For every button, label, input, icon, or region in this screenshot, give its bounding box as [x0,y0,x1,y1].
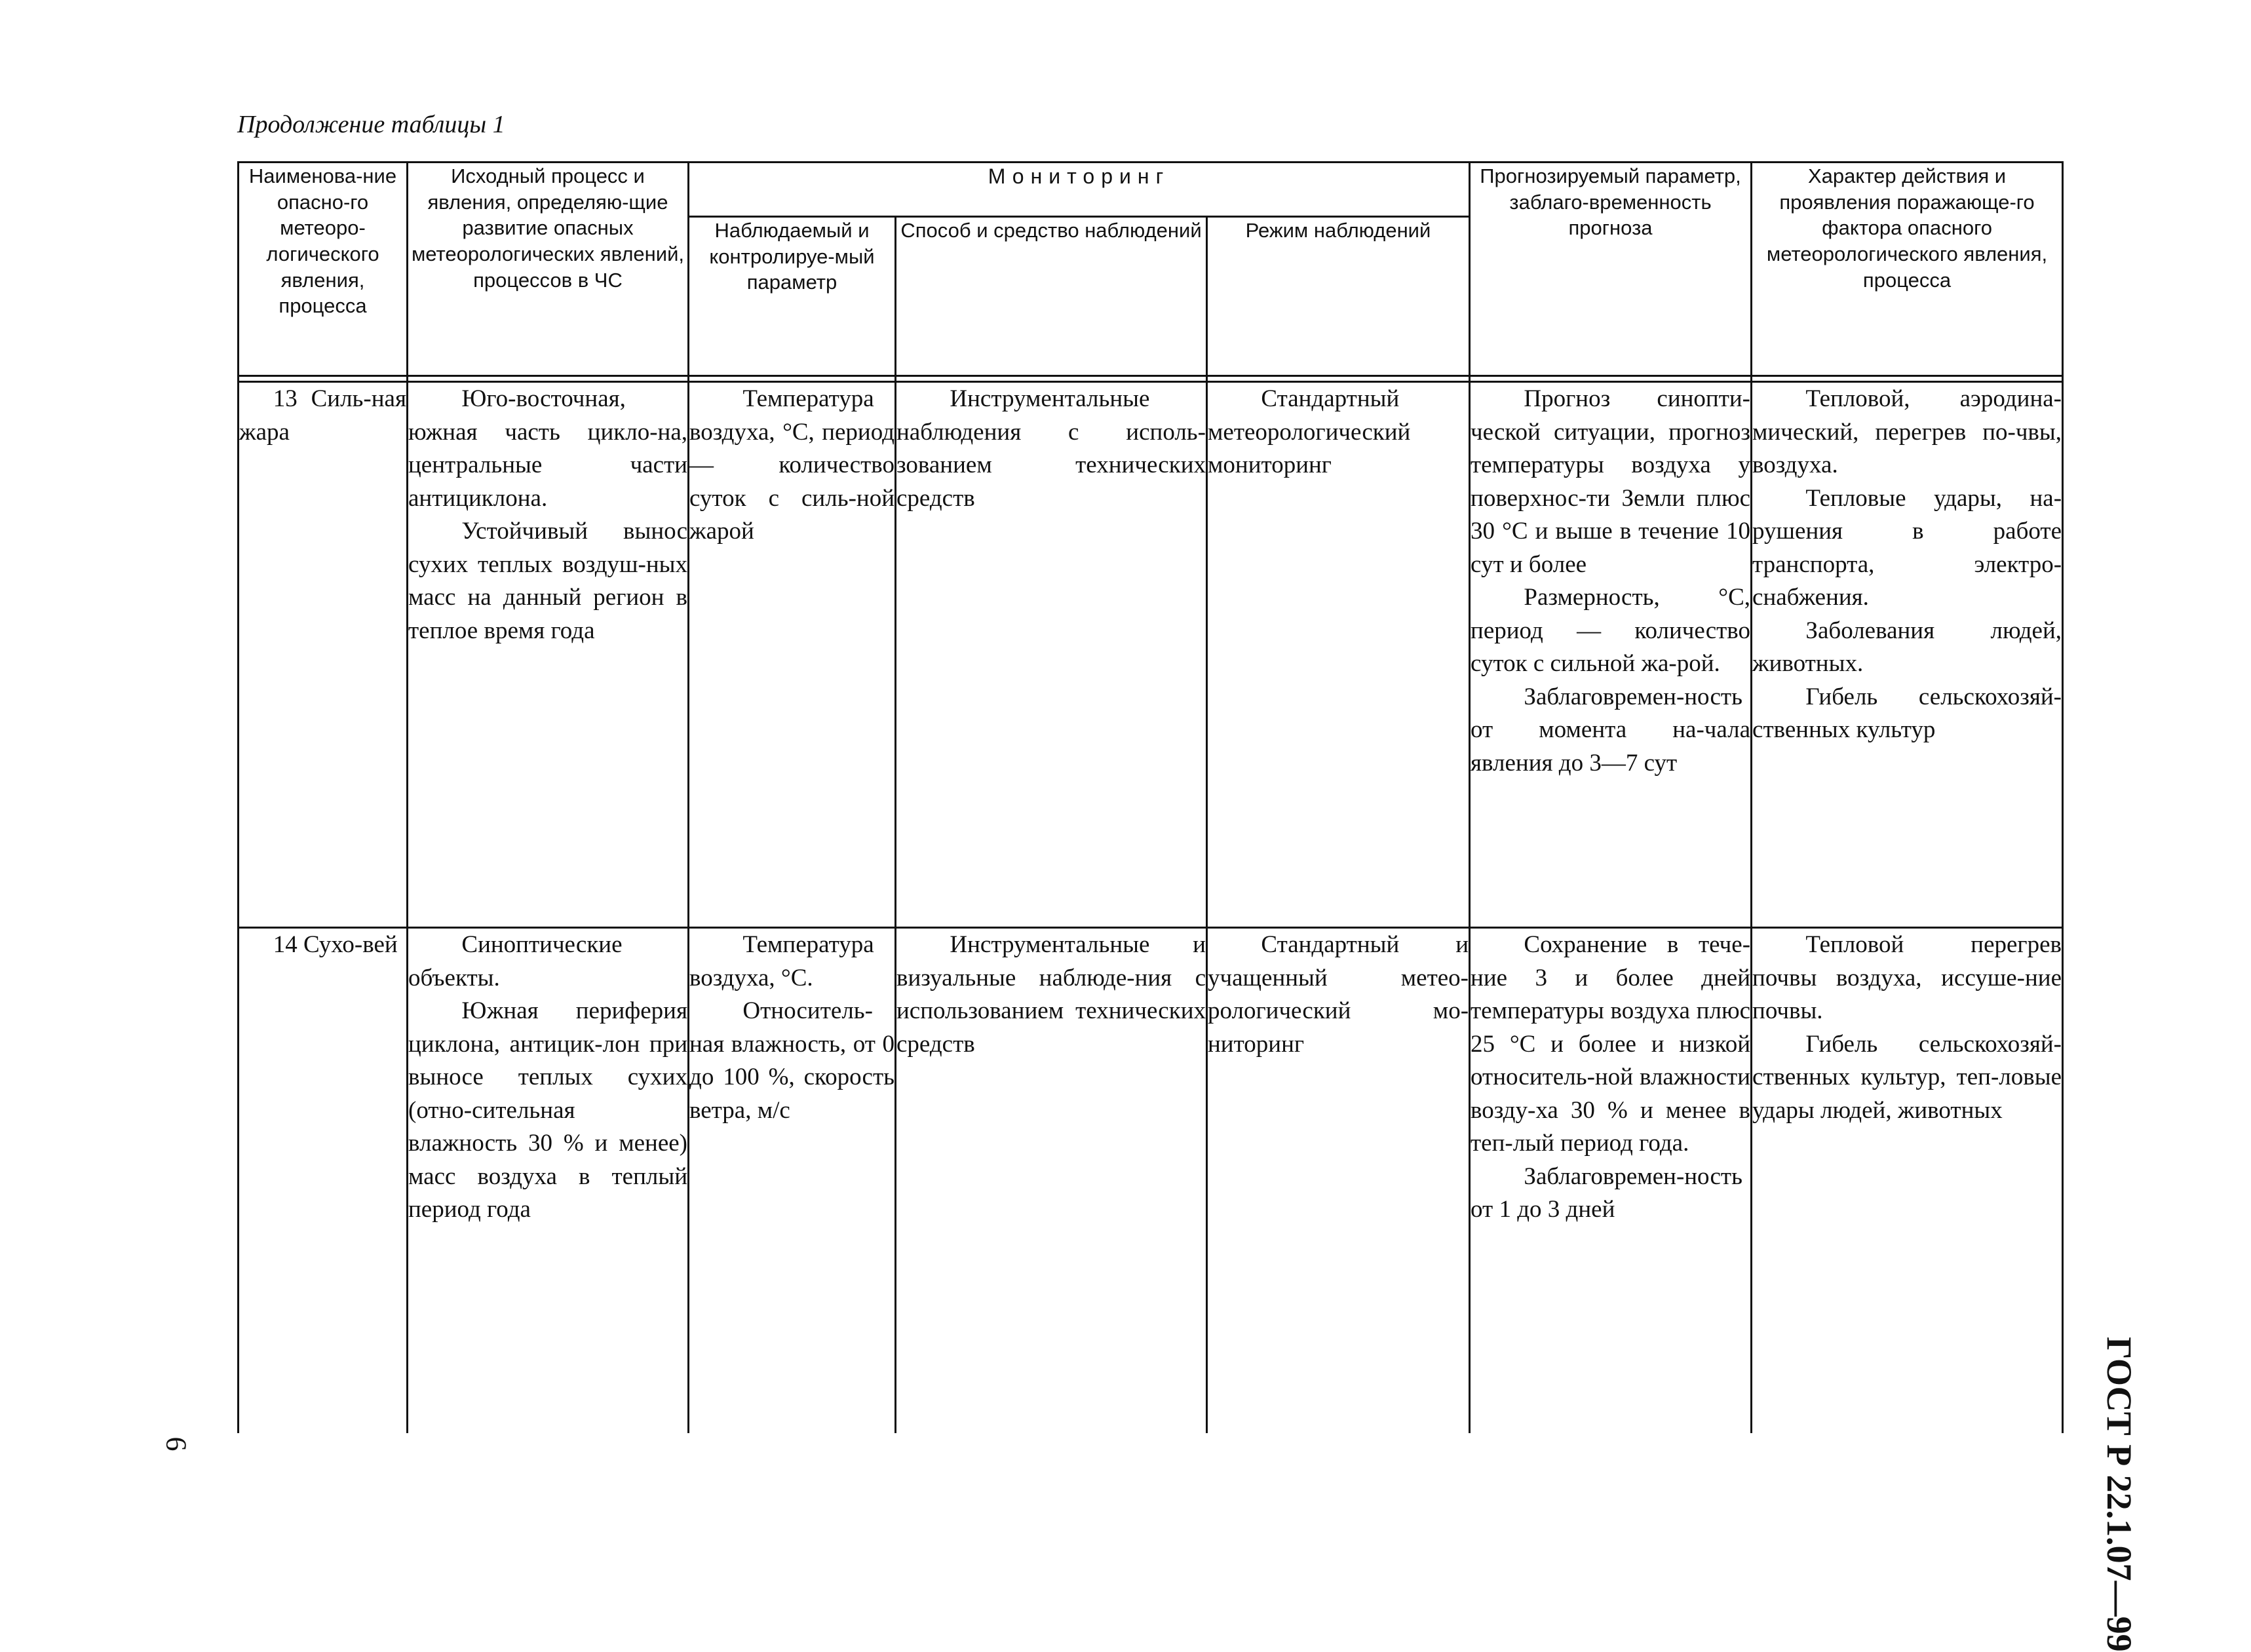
header-monitoring: Мониторинг [689,163,1470,217]
cell-forecast: Сохранение в тече-ние 3 и более дней температуры воздуха плюс 25 °С и более и низкой относитель-ной влажности возду-ха 30 % и менее в теп-лый период года. Заблаговремен-ность от 1 до 3 дней [1470,928,1752,1434]
table-row [239,382,2063,928]
cell-name: 13 Силь-ная жара [239,382,408,928]
header-effect: Характер действия и проявления поражающе-го фактора опасного метеорологического явления, процесса [1752,163,2063,376]
cell-parameter: Температура воздуха, °С, период — количество суток с силь-ной жарой [689,382,896,928]
cell-source: Юго-восточная, южная часть цикло-на, центральные части антициклона. Устойчивый вынос сухих теплых воздуш-ных масс на данный регион в теплое время года [408,382,689,928]
table-row [239,928,2063,1434]
standard-designation: ГОСТ Р 22.1.07—99 [2100,1337,2139,1652]
cell-method: Инструментальные и визуальные наблюде-ния с использованием технических средств [896,928,1207,1434]
page-number: 6 [160,1436,193,1451]
monitoring-table [237,161,2064,1433]
cell-effect: Тепловой перегрев почвы воздуха, иссуше-ние почвы. Гибель сельскохозяй-ственных культур, теп-ловые удары людей, животных [1752,928,2063,1434]
cell-mode: Стандартный метеорологический мониторинг [1207,382,1470,928]
header-phenomenon-name: Наименова-ние опасно-го метеоро-логического явления, процесса [239,163,408,376]
header-source-process: Исходный процесс и явления, определяю-щие развитие опасных метеорологических явлений, процессов в ЧС [408,163,689,376]
table-caption: Продолжение таблицы 1 [237,111,505,138]
header-method: Способ и средство наблюдений [896,217,1207,376]
cell-effect: Тепловой, аэродина-мический, перегрев по-чвы, воздуха. Тепловые удары, на-рушения в работе транспорта, электро-снабжения. Заболевания людей, животных. Гибель сельскохозяй-ственных культур [1752,382,2063,928]
cell-parameter: Температура воздуха, °С. Относитель-ная влажность, от 0 до 100 %, скорость ветра, м/с [689,928,896,1434]
cell-mode: Стандартный и учащенный метео-рологический мо-ниторинг [1207,928,1470,1434]
cell-forecast: Прогноз синопти-ческой ситуации, прогноз температуры воздуха у поверхнос-ти Земли плюс 30 °С и выше в течение 10 сут и более Размерность, °С, период — количество суток с сильной жа-рой. Заблаговремен-ность от момента на-чала явления до 3—7 сут [1470,382,1752,928]
cell-name: 14 Сухо-вей [239,928,408,1434]
cell-source: Синоптические объекты. Южная периферия циклона, антицик-лон при выносе теплых сухих (отно-сительная влажность 30 % и менее) масс воздуха в теплый период года [408,928,689,1434]
header-separator [239,376,2063,382]
header-forecast: Прогнозируемый параметр, заблаго-временность прогноза [1470,163,1752,376]
header-parameter: Наблюдаемый и контролируе-мый параметр [689,217,896,376]
header-mode: Режим наблюдений [1207,217,1470,376]
cell-method: Инструментальные наблюдения с исполь-зованием технических средств [896,382,1207,928]
